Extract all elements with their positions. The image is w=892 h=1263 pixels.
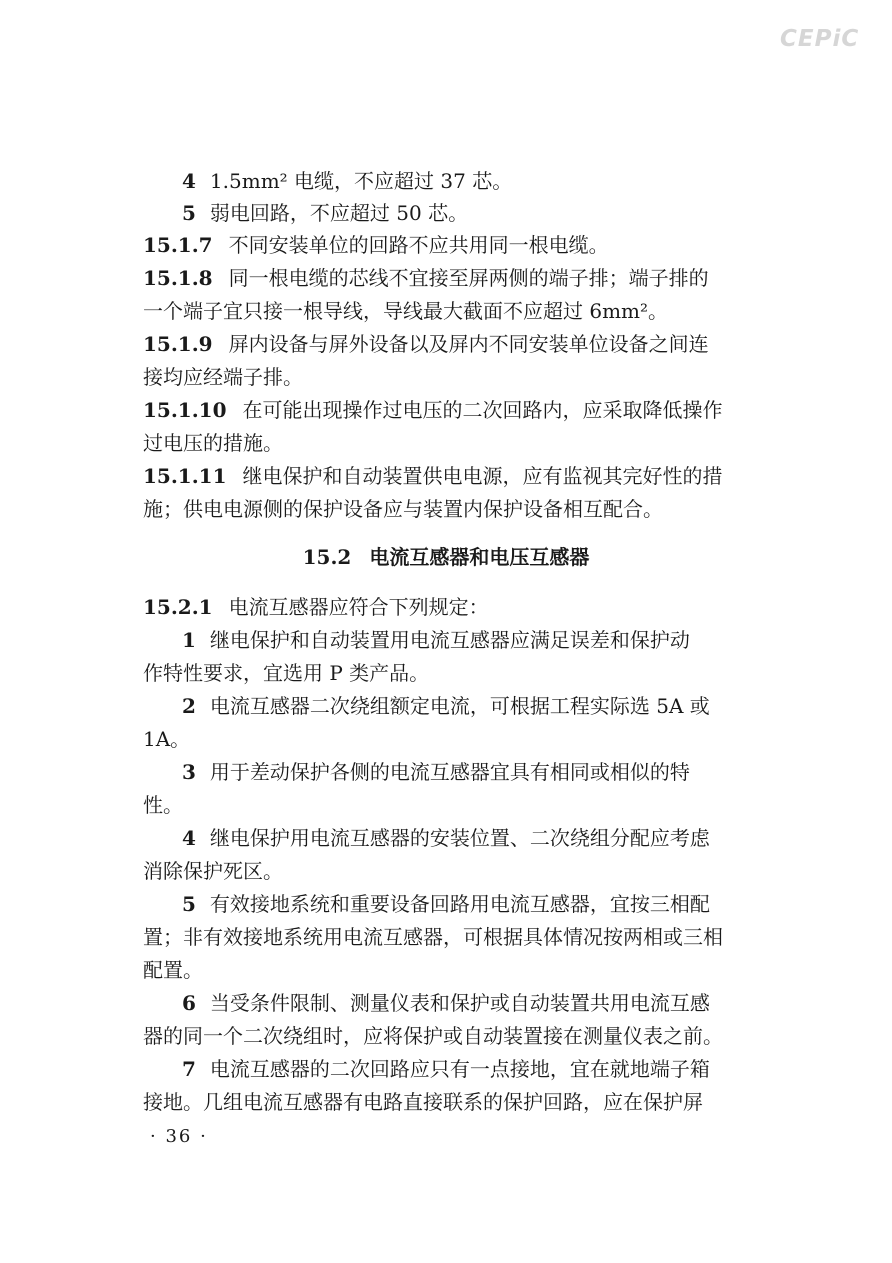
page-number: · 36 · xyxy=(150,1126,208,1147)
clause-line xyxy=(143,430,753,456)
section-number: 15.2 xyxy=(302,545,352,569)
clause-number: 15.1.9 xyxy=(143,332,213,356)
section-heading xyxy=(0,544,892,570)
list-item xyxy=(182,891,792,917)
list-item-continued xyxy=(143,957,753,983)
clause-text: 同一根电缆的芯线不宜接至屏两侧的端子排；端子排的 xyxy=(228,266,709,290)
item-text: 用于差动保护各侧的电流互感器宜具有相同或相似的特 xyxy=(209,760,690,784)
clause-line xyxy=(143,331,753,357)
item-text: 电流互感器的二次回路应只有一点接地，宜在就地端子箱 xyxy=(209,1057,710,1081)
list-item xyxy=(182,759,792,785)
list-item xyxy=(182,200,792,226)
item-text: 器的同一个二次绕组时，应将保护或自动装置接在测量仪表之前。 xyxy=(143,1024,723,1048)
item-text: 有效接地系统和重要设备回路用电流互感器，宜按三相配 xyxy=(209,892,710,916)
item-text: 置；非有效接地系统用电流互感器，可根据具体情况按两相或三相 xyxy=(143,925,723,949)
list-item xyxy=(182,693,792,719)
item-number: 5 xyxy=(182,201,196,225)
list-item-continued xyxy=(143,858,753,884)
list-item xyxy=(182,168,792,194)
clause-line xyxy=(143,232,753,258)
item-text: 弱电回路，不应超过 50 芯。 xyxy=(209,201,469,225)
list-item-continued xyxy=(143,1089,753,1115)
item-text: 当受条件限制、测量仪表和保护或自动装置共用电流互感 xyxy=(209,991,710,1015)
item-number: 4 xyxy=(182,169,196,193)
clause-text: 接均应经端子排。 xyxy=(143,365,303,389)
section-title: 电流互感器和电压互感器 xyxy=(369,545,590,569)
item-text: 电流互感器二次绕组额定电流，可根据工程实际选 5A 或 xyxy=(209,694,710,718)
clause-number: 15.1.11 xyxy=(143,464,227,488)
item-text: 性。 xyxy=(143,793,183,817)
list-item xyxy=(182,627,792,653)
clause-text: 在可能出现操作过电压的二次回路内，应采取降低操作 xyxy=(242,398,723,422)
item-text: 1A。 xyxy=(143,727,191,751)
clause-number: 15.1.7 xyxy=(143,233,213,257)
clause-line xyxy=(143,364,753,390)
clause-text: 屏内设备与屏外设备以及屏内不同安装单位设备之间连 xyxy=(228,332,709,356)
clause-text: 电流互感器应符合下列规定： xyxy=(228,595,489,619)
list-item-continued xyxy=(143,726,753,752)
list-item-continued xyxy=(143,1023,753,1049)
item-number: 6 xyxy=(182,991,196,1015)
clause-line xyxy=(143,463,753,489)
clause-line xyxy=(143,594,753,620)
list-item xyxy=(182,825,792,851)
list-item-continued xyxy=(143,792,753,818)
item-number: 4 xyxy=(182,826,196,850)
item-text: 作特性要求，宜选用 P 类产品。 xyxy=(143,661,430,685)
list-item-continued xyxy=(143,660,753,686)
item-number: 1 xyxy=(182,628,196,652)
item-text: 1.5mm² 电缆，不应超过 37 芯。 xyxy=(209,169,513,193)
list-item-continued xyxy=(143,924,753,950)
item-number: 5 xyxy=(182,892,196,916)
clause-number: 15.2.1 xyxy=(143,595,213,619)
clause-text: 过电压的措施。 xyxy=(143,431,283,455)
clause-line xyxy=(143,496,753,522)
item-number: 7 xyxy=(182,1057,196,1081)
cepic-logo: CEPiC xyxy=(780,26,860,52)
clause-line xyxy=(143,265,753,291)
item-text: 继电保护用电流互感器的安装位置、二次绕组分配应考虑 xyxy=(209,826,710,850)
item-text: 继电保护和自动装置用电流互感器应满足误差和保护动 xyxy=(209,628,690,652)
clause-text: 继电保护和自动装置供电电源，应有监视其完好性的措 xyxy=(242,464,723,488)
clause-line xyxy=(143,397,753,423)
clause-line xyxy=(143,298,753,324)
clause-text: 不同安装单位的回路不应共用同一根电缆。 xyxy=(228,233,609,257)
item-text: 消除保护死区。 xyxy=(143,859,283,883)
list-item xyxy=(182,990,792,1016)
item-text: 配置。 xyxy=(143,958,203,982)
clause-number: 15.1.8 xyxy=(143,266,213,290)
item-number: 2 xyxy=(182,694,196,718)
list-item xyxy=(182,1056,792,1082)
clause-text: 施；供电电源侧的保护设备应与装置内保护设备相互配合。 xyxy=(143,497,663,521)
item-number: 3 xyxy=(182,760,196,784)
item-text: 接地。几组电流互感器有电路直接联系的保护回路，应在保护屏 xyxy=(143,1090,703,1114)
clause-text: 一个端子宜只接一根导线，导线最大截面不应超过 6mm²。 xyxy=(143,299,669,323)
clause-number: 15.1.10 xyxy=(143,398,227,422)
